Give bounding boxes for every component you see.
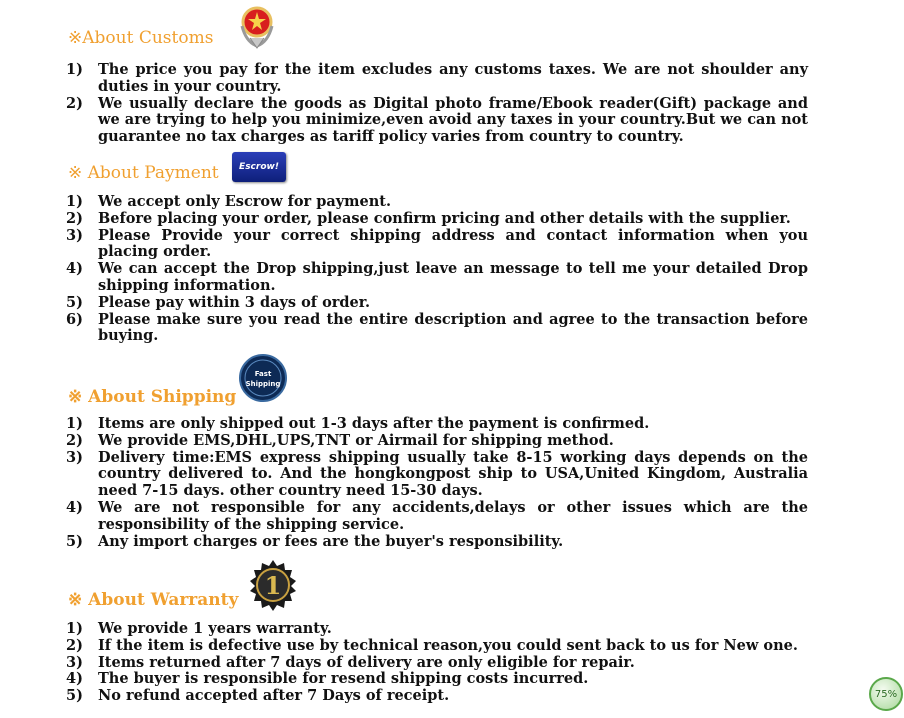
list-item: 2) We usually declare the goods as Digital photo frame/Ebook reader(Gift) package and we are trying to help you minimize,even avoid any taxes in your country.But we can not guarantee no tax charges as tariff policy varies from country to country. bbox=[66, 94, 808, 146]
list-item: 1) Items are only shipped out 1-3 days after the payment is confirmed. bbox=[66, 415, 650, 432]
payment-list bbox=[66, 194, 808, 345]
list-item: 5) No refund accepted after 7 Days of receipt. bbox=[66, 687, 450, 705]
warranty-list bbox=[66, 621, 808, 705]
payment-heading: ※ About Payment bbox=[68, 163, 219, 183]
warranty-medal-number: 1 bbox=[264, 571, 282, 600]
list-item: 5) Any import charges or fees are the buyer's responsibility. bbox=[66, 532, 564, 550]
list-item: 2) If the item is defective use by technical reason,you could sent back to us for New one. bbox=[66, 636, 798, 654]
customs-list bbox=[66, 62, 808, 146]
fast-shipping-line2: Shipping bbox=[245, 380, 281, 388]
list-item: 1) The price you pay for the item excludes any customs taxes. We are not shoulder any duties in your country. bbox=[66, 61, 808, 95]
list-item: 2) Before placing your order, please confirm pricing and other details with the supplier. bbox=[66, 209, 791, 227]
list-item: 3) Items returned after 7 days of delivery are only eligible for repair. bbox=[66, 653, 635, 671]
list-item: 5) Please pay within 3 days of order. bbox=[66, 293, 371, 311]
list-item: 1) We accept only Escrow for payment. bbox=[66, 193, 392, 210]
shipping-heading: ※ About Shipping bbox=[68, 387, 237, 407]
escrow-badge-icon: Escrow! bbox=[232, 152, 286, 182]
list-item: 3) Please Provide your correct shipping address and contact information when you placing order. bbox=[66, 226, 808, 261]
shipping-list bbox=[66, 416, 808, 550]
list-item: 4) We can accept the Drop shipping,just leave an message to tell me your detailed Drop shipping information. bbox=[66, 260, 808, 294]
warranty-heading: ※ About Warranty bbox=[68, 590, 239, 610]
warranty-medal-icon bbox=[246, 558, 300, 612]
list-item: 6) Please make sure you read the entire description and agree to the transaction before buying. bbox=[66, 310, 808, 345]
zoom-indicator[interactable]: 75% bbox=[869, 677, 903, 711]
customs-emblem-icon bbox=[236, 2, 278, 50]
list-item: 2) We provide EMS,DHL,UPS,TNT or Airmail for shipping method. bbox=[66, 431, 614, 449]
list-item: 4) We are not responsible for any accidents,delays or other issues which are the responsibility of the shipping service. bbox=[66, 498, 808, 533]
fast-shipping-icon bbox=[238, 353, 288, 403]
customs-heading: ※About Customs bbox=[68, 28, 214, 48]
fast-shipping-line1: Fast bbox=[254, 370, 272, 378]
list-item: 4) The buyer is responsible for resend shipping costs incurred. bbox=[66, 670, 589, 688]
list-item: 3) Delivery time:EMS express shipping usually take 8-15 working days depends on the country delivered to. And the hongkongpost ship to USA,United Kingdom, Australia need 7-15 days. other country need 15-30 days. bbox=[66, 448, 808, 500]
list-item: 1) We provide 1 years warranty. bbox=[66, 620, 332, 637]
